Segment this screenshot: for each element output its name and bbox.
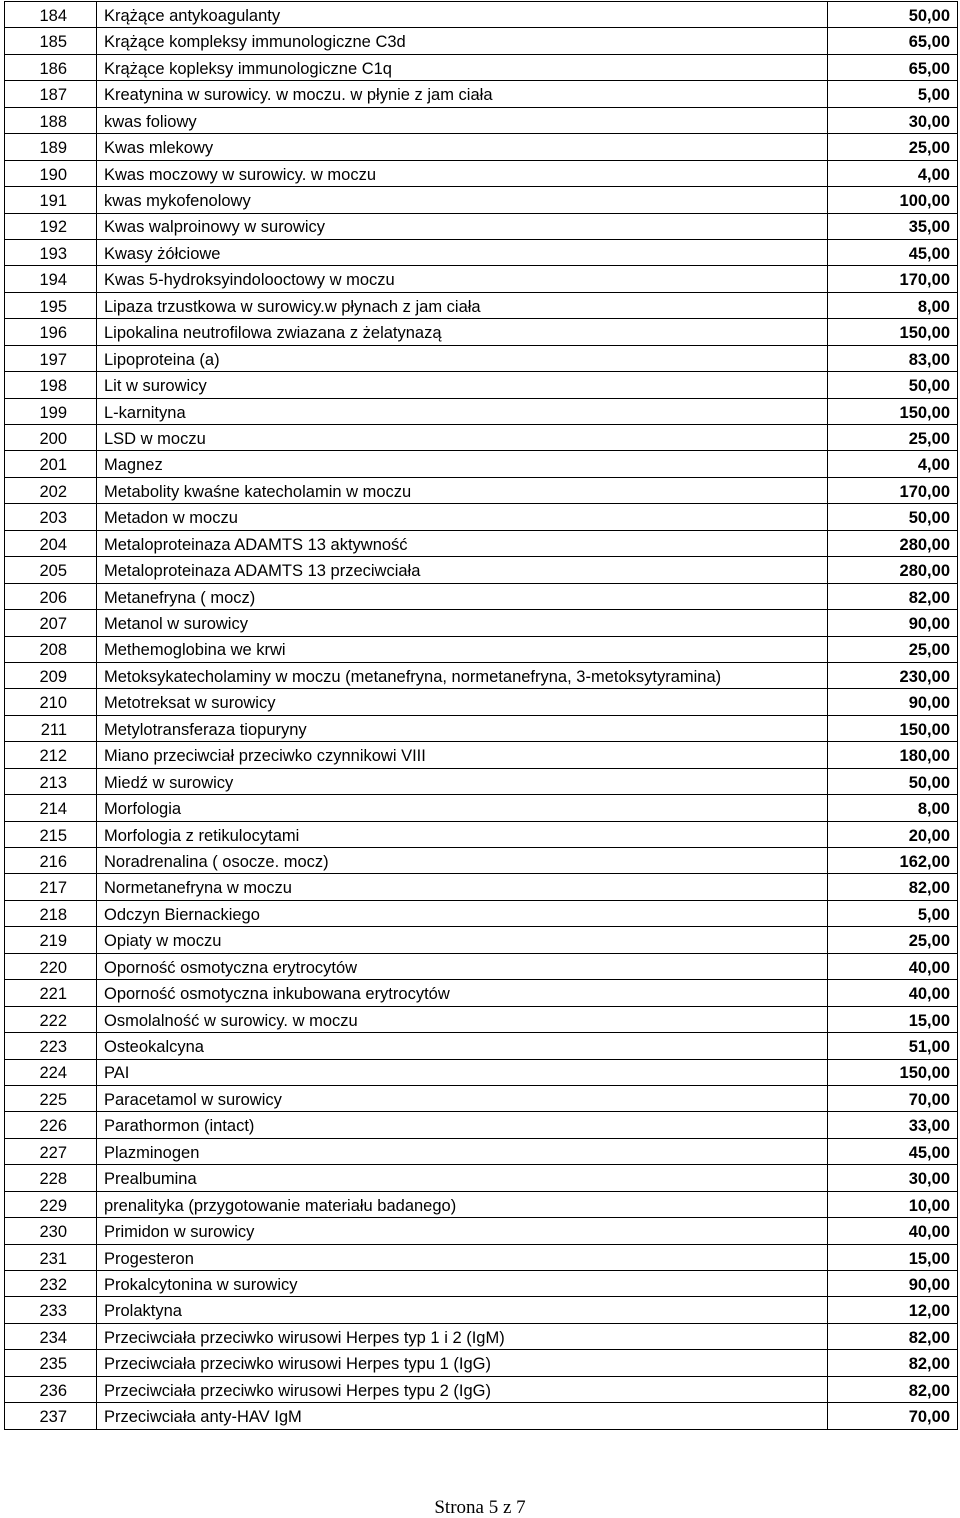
test-name-cell: Oporność osmotyczna inkubowana erytrocytów <box>97 980 828 1006</box>
item-number-cell: 194 <box>5 266 97 292</box>
test-name-cell: Kreatynina w surowicy. w moczu. w płynie z jam ciała <box>97 81 828 107</box>
price-cell: 280,00 <box>828 530 958 556</box>
table-row <box>5 1218 958 1244</box>
test-name-cell: Morfologia z retikulocytami <box>97 821 828 847</box>
item-number-cell: 197 <box>5 345 97 371</box>
test-name-cell: Prolaktyna <box>97 1297 828 1323</box>
test-name-cell: Metoksykatecholaminy w moczu (metanefryna, normetanefryna, 3-metoksytyramina) <box>97 662 828 688</box>
table-row <box>5 953 958 979</box>
price-cell: 90,00 <box>828 610 958 636</box>
table-row <box>5 160 958 186</box>
test-name-cell: Przeciwciała przeciwko wirusowi Herpes typ 1 i 2 (IgM) <box>97 1323 828 1349</box>
item-number-cell: 234 <box>5 1323 97 1349</box>
price-cell: 70,00 <box>828 1403 958 1429</box>
price-cell: 100,00 <box>828 187 958 213</box>
item-number-cell: 220 <box>5 953 97 979</box>
test-name-cell: Prokalcytonina w surowicy <box>97 1271 828 1297</box>
test-name-cell: Prealbumina <box>97 1165 828 1191</box>
price-cell: 50,00 <box>828 2 958 28</box>
test-name-cell: Lipaza trzustkowa w surowicy.w płynach z jam ciała <box>97 292 828 318</box>
price-cell: 40,00 <box>828 980 958 1006</box>
item-number-cell: 224 <box>5 1059 97 1085</box>
price-list-body <box>5 2 958 1430</box>
item-number-cell: 223 <box>5 1033 97 1059</box>
item-number-cell: 193 <box>5 239 97 265</box>
price-cell: 150,00 <box>828 398 958 424</box>
test-name-cell: Metabolity kwaśne katecholamin w moczu <box>97 477 828 503</box>
price-cell: 45,00 <box>828 239 958 265</box>
table-row <box>5 1350 958 1376</box>
test-name-cell: Metadon w moczu <box>97 504 828 530</box>
item-number-cell: 207 <box>5 610 97 636</box>
price-cell: 82,00 <box>828 1376 958 1402</box>
page-number: Strona 5 z 7 <box>434 1497 526 1518</box>
item-number-cell: 230 <box>5 1218 97 1244</box>
table-row <box>5 1138 958 1164</box>
table-row <box>5 266 958 292</box>
test-name-cell: L-karnityna <box>97 398 828 424</box>
item-number-cell: 206 <box>5 583 97 609</box>
price-cell: 51,00 <box>828 1033 958 1059</box>
table-row <box>5 1271 958 1297</box>
item-number-cell: 211 <box>5 715 97 741</box>
test-name-cell: Morfologia <box>97 795 828 821</box>
item-number-cell: 222 <box>5 1006 97 1032</box>
table-row <box>5 239 958 265</box>
test-name-cell: LSD w moczu <box>97 425 828 451</box>
test-name-cell: Przeciwciała przeciwko wirusowi Herpes typu 1 (IgG) <box>97 1350 828 1376</box>
price-cell: 90,00 <box>828 689 958 715</box>
price-cell: 82,00 <box>828 874 958 900</box>
price-cell: 150,00 <box>828 319 958 345</box>
table-row <box>5 134 958 160</box>
test-name-cell: Metaloproteinaza ADAMTS 13 aktywność <box>97 530 828 556</box>
item-number-cell: 221 <box>5 980 97 1006</box>
table-row <box>5 1085 958 1111</box>
price-cell: 180,00 <box>828 742 958 768</box>
item-number-cell: 202 <box>5 477 97 503</box>
price-cell: 82,00 <box>828 1350 958 1376</box>
price-cell: 25,00 <box>828 425 958 451</box>
test-name-cell: Przeciwciała przeciwko wirusowi Herpes typu 2 (IgG) <box>97 1376 828 1402</box>
item-number-cell: 196 <box>5 319 97 345</box>
table-row <box>5 1006 958 1032</box>
item-number-cell: 235 <box>5 1350 97 1376</box>
item-number-cell: 201 <box>5 451 97 477</box>
item-number-cell: 213 <box>5 768 97 794</box>
test-name-cell: Kwas walproinowy w surowicy <box>97 213 828 239</box>
table-row <box>5 54 958 80</box>
item-number-cell: 218 <box>5 900 97 926</box>
table-row <box>5 715 958 741</box>
item-number-cell: 215 <box>5 821 97 847</box>
item-number-cell: 209 <box>5 662 97 688</box>
item-number-cell: 184 <box>5 2 97 28</box>
test-name-cell: Primidon w surowicy <box>97 1218 828 1244</box>
item-number-cell: 225 <box>5 1085 97 1111</box>
table-row <box>5 1112 958 1138</box>
price-cell: 20,00 <box>828 821 958 847</box>
table-row <box>5 689 958 715</box>
price-cell: 10,00 <box>828 1191 958 1217</box>
item-number-cell: 203 <box>5 504 97 530</box>
page-footer <box>0 1498 960 1517</box>
price-cell: 33,00 <box>828 1112 958 1138</box>
price-cell: 170,00 <box>828 266 958 292</box>
table-row <box>5 848 958 874</box>
test-name-cell: Miedź w surowicy <box>97 768 828 794</box>
price-cell: 5,00 <box>828 81 958 107</box>
table-row <box>5 768 958 794</box>
table-row <box>5 213 958 239</box>
item-number-cell: 229 <box>5 1191 97 1217</box>
item-number-cell: 185 <box>5 28 97 54</box>
price-cell: 25,00 <box>828 134 958 160</box>
item-number-cell: 231 <box>5 1244 97 1270</box>
item-number-cell: 232 <box>5 1271 97 1297</box>
test-name-cell: Krążące antykoagulanty <box>97 2 828 28</box>
item-number-cell: 190 <box>5 160 97 186</box>
table-row <box>5 425 958 451</box>
test-name-cell: Lipoproteina (a) <box>97 345 828 371</box>
price-cell: 45,00 <box>828 1138 958 1164</box>
table-row <box>5 398 958 424</box>
item-number-cell: 186 <box>5 54 97 80</box>
price-cell: 40,00 <box>828 1218 958 1244</box>
item-number-cell: 217 <box>5 874 97 900</box>
table-row <box>5 530 958 556</box>
table-row <box>5 1403 958 1429</box>
test-name-cell: Kwas mlekowy <box>97 134 828 160</box>
table-row <box>5 504 958 530</box>
table-row <box>5 1059 958 1085</box>
table-row <box>5 874 958 900</box>
table-row <box>5 927 958 953</box>
price-cell: 15,00 <box>828 1006 958 1032</box>
price-cell: 5,00 <box>828 900 958 926</box>
item-number-cell: 210 <box>5 689 97 715</box>
test-name-cell: prenalityka (przygotowanie materiału badanego) <box>97 1191 828 1217</box>
price-cell: 90,00 <box>828 1271 958 1297</box>
test-name-cell: Lipokalina neutrofilowa zwiazana z żelatynazą <box>97 319 828 345</box>
table-row <box>5 1297 958 1323</box>
price-cell: 30,00 <box>828 1165 958 1191</box>
item-number-cell: 204 <box>5 530 97 556</box>
table-row <box>5 795 958 821</box>
test-name-cell: Noradrenalina ( osocze. mocz) <box>97 848 828 874</box>
item-number-cell: 191 <box>5 187 97 213</box>
item-number-cell: 188 <box>5 107 97 133</box>
table-row <box>5 636 958 662</box>
table-row <box>5 477 958 503</box>
item-number-cell: 212 <box>5 742 97 768</box>
item-number-cell: 219 <box>5 927 97 953</box>
item-number-cell: 199 <box>5 398 97 424</box>
price-cell: 15,00 <box>828 1244 958 1270</box>
test-name-cell: Methemoglobina we krwi <box>97 636 828 662</box>
price-cell: 50,00 <box>828 504 958 530</box>
price-cell: 82,00 <box>828 583 958 609</box>
test-name-cell: Magnez <box>97 451 828 477</box>
test-name-cell: kwas mykofenolowy <box>97 187 828 213</box>
table-row <box>5 345 958 371</box>
item-number-cell: 228 <box>5 1165 97 1191</box>
item-number-cell: 216 <box>5 848 97 874</box>
test-name-cell: Metanefryna ( mocz) <box>97 583 828 609</box>
price-cell: 50,00 <box>828 372 958 398</box>
price-cell: 8,00 <box>828 292 958 318</box>
table-row <box>5 2 958 28</box>
table-row <box>5 187 958 213</box>
test-name-cell: Przeciwciała anty-HAV IgM <box>97 1403 828 1429</box>
table-row <box>5 372 958 398</box>
table-row <box>5 28 958 54</box>
price-cell: 150,00 <box>828 1059 958 1085</box>
price-cell: 25,00 <box>828 927 958 953</box>
test-name-cell: Opiaty w moczu <box>97 927 828 953</box>
price-cell: 25,00 <box>828 636 958 662</box>
item-number-cell: 233 <box>5 1297 97 1323</box>
test-name-cell: Metanol w surowicy <box>97 610 828 636</box>
test-name-cell: Plazminogen <box>97 1138 828 1164</box>
test-name-cell: Krążące kompleksy immunologiczne C3d <box>97 28 828 54</box>
price-cell: 170,00 <box>828 477 958 503</box>
table-row <box>5 1191 958 1217</box>
item-number-cell: 189 <box>5 134 97 160</box>
price-list-table <box>4 1 958 1430</box>
test-name-cell: Kwas moczowy w surowicy. w moczu <box>97 160 828 186</box>
table-row <box>5 1165 958 1191</box>
price-cell: 35,00 <box>828 213 958 239</box>
price-cell: 65,00 <box>828 28 958 54</box>
table-row <box>5 610 958 636</box>
price-cell: 8,00 <box>828 795 958 821</box>
price-cell: 230,00 <box>828 662 958 688</box>
price-cell: 12,00 <box>828 1297 958 1323</box>
test-name-cell: PAI <box>97 1059 828 1085</box>
item-number-cell: 195 <box>5 292 97 318</box>
test-name-cell: Metotreksat w surowicy <box>97 689 828 715</box>
item-number-cell: 200 <box>5 425 97 451</box>
test-name-cell: Lit w surowicy <box>97 372 828 398</box>
table-row <box>5 1323 958 1349</box>
test-name-cell: kwas foliowy <box>97 107 828 133</box>
price-cell: 150,00 <box>828 715 958 741</box>
table-row <box>5 107 958 133</box>
item-number-cell: 205 <box>5 557 97 583</box>
price-cell: 65,00 <box>828 54 958 80</box>
price-cell: 50,00 <box>828 768 958 794</box>
table-row <box>5 1376 958 1402</box>
price-cell: 30,00 <box>828 107 958 133</box>
table-row <box>5 292 958 318</box>
table-row <box>5 583 958 609</box>
test-name-cell: Odczyn Biernackiego <box>97 900 828 926</box>
table-row <box>5 662 958 688</box>
price-cell: 70,00 <box>828 1085 958 1111</box>
item-number-cell: 227 <box>5 1138 97 1164</box>
test-name-cell: Normetanefryna w moczu <box>97 874 828 900</box>
test-name-cell: Metylotransferaza tiopuryny <box>97 715 828 741</box>
table-row <box>5 1033 958 1059</box>
price-cell: 4,00 <box>828 451 958 477</box>
price-cell: 4,00 <box>828 160 958 186</box>
table-row <box>5 742 958 768</box>
price-cell: 162,00 <box>828 848 958 874</box>
price-cell: 40,00 <box>828 953 958 979</box>
item-number-cell: 214 <box>5 795 97 821</box>
table-row <box>5 980 958 1006</box>
test-name-cell: Oporność osmotyczna erytrocytów <box>97 953 828 979</box>
table-row <box>5 557 958 583</box>
test-name-cell: Parathormon (intact) <box>97 1112 828 1138</box>
price-cell: 83,00 <box>828 345 958 371</box>
table-row <box>5 81 958 107</box>
table-row <box>5 319 958 345</box>
item-number-cell: 198 <box>5 372 97 398</box>
item-number-cell: 187 <box>5 81 97 107</box>
table-row <box>5 451 958 477</box>
item-number-cell: 192 <box>5 213 97 239</box>
test-name-cell: Krążące kopleksy immunologiczne C1q <box>97 54 828 80</box>
item-number-cell: 237 <box>5 1403 97 1429</box>
test-name-cell: Progesteron <box>97 1244 828 1270</box>
table-row <box>5 821 958 847</box>
test-name-cell: Kwas 5-hydroksyindolooctowy w moczu <box>97 266 828 292</box>
item-number-cell: 208 <box>5 636 97 662</box>
table-row <box>5 900 958 926</box>
price-cell: 82,00 <box>828 1323 958 1349</box>
table-row <box>5 1244 958 1270</box>
item-number-cell: 226 <box>5 1112 97 1138</box>
test-name-cell: Paracetamol w surowicy <box>97 1085 828 1111</box>
test-name-cell: Miano przeciwciał przeciwko czynnikowi VIII <box>97 742 828 768</box>
test-name-cell: Metaloproteinaza ADAMTS 13 przeciwciała <box>97 557 828 583</box>
item-number-cell: 236 <box>5 1376 97 1402</box>
test-name-cell: Kwasy żółciowe <box>97 239 828 265</box>
price-cell: 280,00 <box>828 557 958 583</box>
test-name-cell: Osteokalcyna <box>97 1033 828 1059</box>
test-name-cell: Osmolalność w surowicy. w moczu <box>97 1006 828 1032</box>
